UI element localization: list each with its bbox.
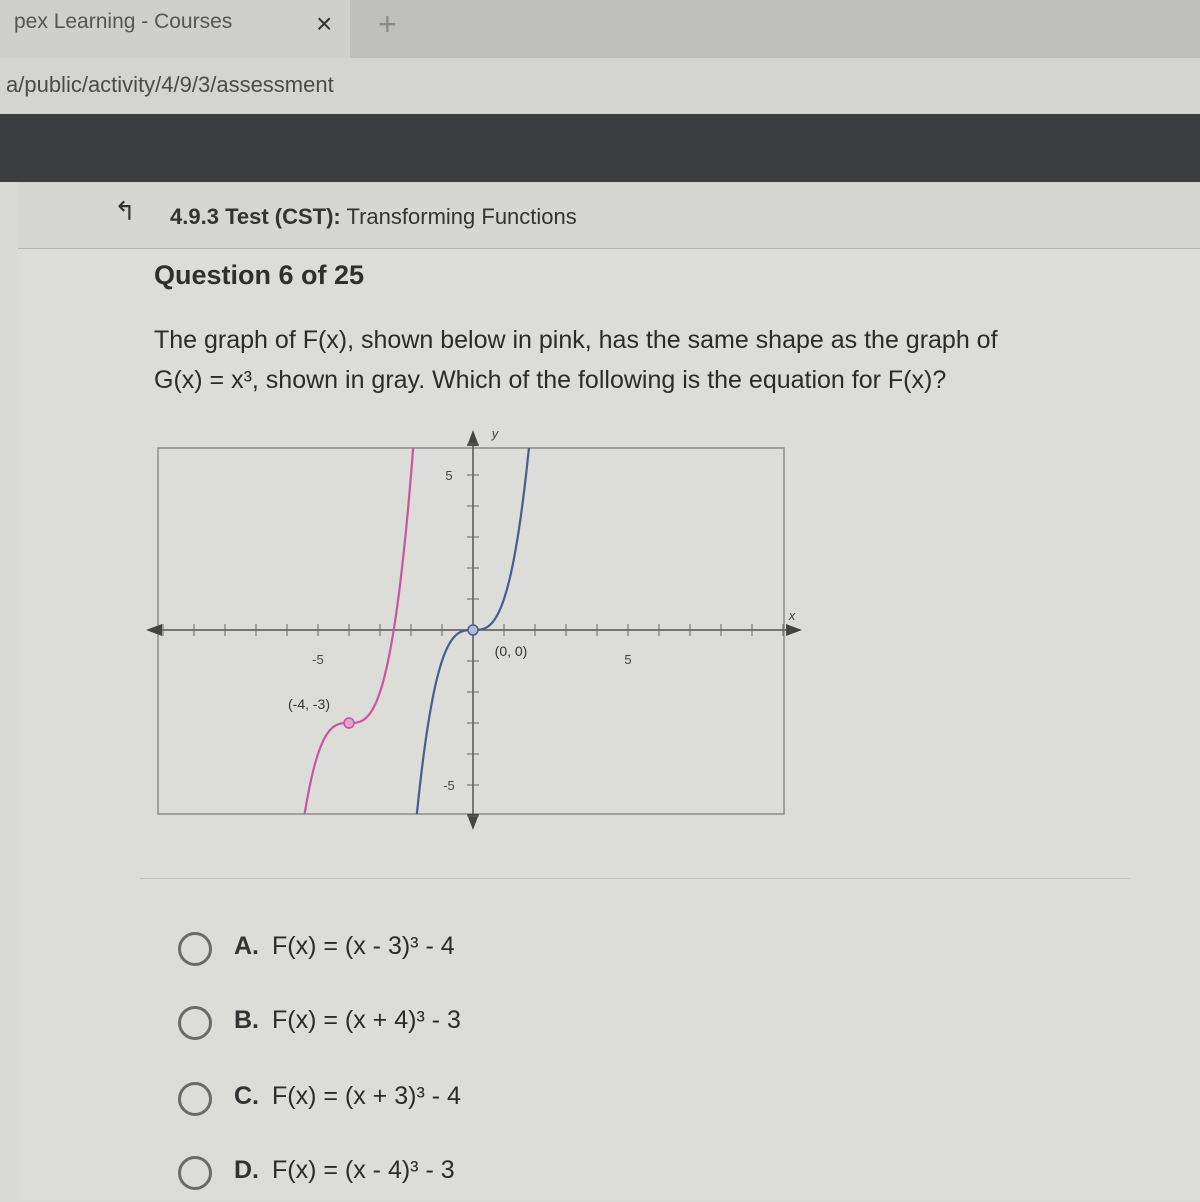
point-label-minus4-minus3: (-4, -3): [288, 696, 330, 712]
activity-title: Transforming Functions: [346, 204, 577, 229]
choice-b-letter: B.: [234, 1006, 259, 1034]
back-arrow-icon[interactable]: ↰: [114, 196, 136, 226]
x-axis-label: x: [788, 608, 796, 623]
divider: [140, 878, 1130, 879]
browser-tab-bar: [0, 0, 1200, 58]
choice-c-letter: C.: [234, 1082, 259, 1110]
breadcrumb-title[interactable]: [170, 204, 577, 230]
question-number: Question 6 of 25: [154, 260, 365, 290]
x-axis-right-arrow: [786, 624, 802, 636]
point-origin: [468, 625, 478, 635]
prompt-line-1: The graph of F(x), shown below in pink, has the same shape as the graph of: [154, 326, 998, 354]
radio-b[interactable]: [178, 1006, 212, 1040]
y-tick-label: -5: [443, 778, 455, 793]
choice-b-equation: F(x) = (x + 4)³ - 3: [272, 1006, 461, 1034]
choice-d-equation: F(x) = (x - 4)³ - 3: [272, 1156, 455, 1184]
radio-c[interactable]: [178, 1082, 212, 1116]
breadcrumb: [18, 182, 1200, 249]
question-prompt: [154, 320, 1114, 400]
point-minus4-minus3: [344, 718, 354, 728]
activity-code: 4.9.3: [170, 204, 219, 229]
x-tick-label: -5: [312, 652, 324, 667]
x-tick-label: 5: [624, 652, 632, 667]
tab-title: pex Learning - Courses: [14, 10, 233, 33]
choice-d-letter: D.: [234, 1156, 259, 1184]
site-header: [0, 114, 1200, 182]
choice-a-letter: A.: [234, 932, 259, 960]
point-label-origin: (0, 0): [494, 643, 528, 659]
choice-a-equation: F(x) = (x - 3)³ - 4: [272, 932, 455, 960]
radio-d[interactable]: [178, 1156, 212, 1190]
y-axis-label: y: [491, 426, 499, 441]
close-tab-icon[interactable]: ×: [316, 8, 333, 39]
y-tick-label: 5: [445, 468, 453, 483]
prompt-line-2: G(x) = x³, shown in gray. Which of the following is the equation for F(x)?: [154, 366, 947, 394]
radio-a[interactable]: [178, 932, 212, 966]
choice-c-equation: F(x) = (x + 3)³ - 4: [272, 1082, 461, 1110]
new-tab-icon[interactable]: +: [378, 6, 397, 42]
x-axis-left-arrow: [146, 624, 162, 636]
address-bar[interactable]: [0, 58, 1200, 114]
test-type: Test (CST):: [225, 204, 341, 229]
function-graph: [140, 420, 820, 840]
url-text[interactable]: a/public/activity/4/9/3/assessment: [6, 72, 334, 97]
browser-tab[interactable]: [0, 0, 350, 58]
